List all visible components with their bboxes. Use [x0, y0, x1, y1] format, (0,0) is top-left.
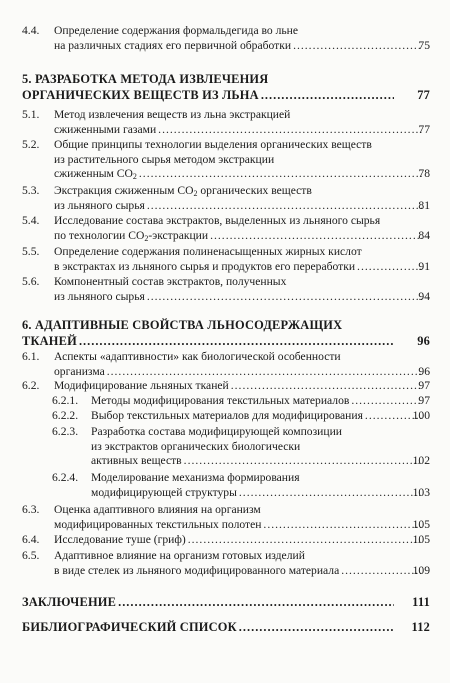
subscript: 2: [193, 189, 198, 198]
dot-leader: [261, 88, 394, 104]
entry-number: 5.2.: [22, 138, 40, 151]
entry-title-line: сжиженным СО: [54, 167, 133, 181]
entry-number: 5.1.: [22, 108, 40, 121]
dot-leader: [341, 564, 422, 579]
entry-title-line: -экстракции: [148, 228, 209, 242]
entry-page: 94: [418, 289, 430, 303]
entry-page: 109: [412, 563, 430, 577]
dot-leader: [351, 394, 422, 409]
entry-title-line: Разработка состава модифицирующей композиции: [91, 425, 342, 438]
entry-number: 6.5.: [22, 549, 40, 562]
entry-page: 91: [418, 259, 430, 273]
entry-title-line: Исследование туше (гриф): [54, 533, 186, 546]
entry-title-line: Аспекты «адаптивности» как биологической особенности: [54, 350, 341, 363]
subscript: 2: [144, 233, 149, 243]
entry-page: 105: [412, 517, 430, 531]
entry-page: 97: [418, 379, 430, 392]
entry-number: 6.4.: [22, 533, 40, 546]
dot-leader: [263, 518, 422, 533]
section-page: 96: [417, 333, 430, 348]
entry-number: 5.4.: [22, 214, 40, 227]
entry-title-line: Метод извлечения веществ из льна экстракцией: [54, 108, 291, 121]
entry-title-line: модифицирующей структуры: [91, 485, 237, 499]
entry-title-line: на различных стадиях его первичной обработки: [54, 38, 292, 52]
dot-leader: [357, 260, 422, 275]
dot-leader: [188, 533, 422, 548]
entry-page: 77: [418, 122, 430, 136]
entry-title-line: Компонентный состав экстрактов, полученных: [54, 275, 287, 288]
entry-title-line: Экстракция сжиженным СО: [54, 184, 194, 197]
entry-page: 81: [418, 198, 430, 212]
dot-leader: [139, 167, 422, 182]
dot-leader: [158, 123, 422, 138]
entry-title-line: Адаптивное влияние на организм готовых изделий: [54, 549, 305, 562]
entry-title-line: активных веществ: [91, 454, 182, 468]
entry-page: 75: [418, 38, 430, 52]
entry-page: 105: [412, 533, 430, 546]
entry-title-line: из экстрактов органических биологически: [91, 439, 301, 453]
section-page: 111: [412, 595, 430, 609]
dot-leader: [210, 229, 422, 244]
entry-title-line: Модифицирование льняных тканей: [54, 379, 229, 392]
entry-title-line: модифицированных текстильных полотен: [54, 517, 262, 531]
entry-page: 78: [418, 167, 430, 181]
entry-title-line: органических веществ: [197, 184, 312, 197]
entry-number: 6.2.: [22, 379, 40, 392]
dot-leader: [79, 334, 394, 350]
entry-title-line: организма: [54, 364, 105, 378]
entry-number: 6.2.4.: [52, 471, 79, 484]
dot-leader: [107, 365, 422, 380]
entry-page: 84: [418, 228, 430, 242]
dot-leader: [147, 290, 422, 305]
entry-number: 6.2.3.: [52, 425, 79, 438]
entry-page: 97: [418, 394, 430, 407]
entry-title-line: Оценка адаптивного влияния на организм: [54, 503, 261, 516]
entry-title-line: Методы модифицирования текстильных материалов: [91, 394, 350, 407]
entry-page: 102: [412, 454, 430, 468]
section-title-line: ОРГАНИЧЕСКИХ ВЕЩЕСТВ ИЗ ЛЬНА: [22, 87, 259, 102]
entry-title-line: из льняного сырья: [54, 198, 145, 212]
entry-number: 6.2.1.: [52, 394, 79, 407]
entry-title-line: Общие принципы технологии выделения органических веществ: [54, 138, 372, 151]
entry-title-line: Выбор текстильных материалов для модифицирования: [91, 409, 363, 422]
entry-title-line: в виде стелек из льняного модифицированного материала: [54, 563, 340, 577]
entry-number: 6.3.: [22, 503, 40, 516]
section-title-line: БИБЛИОГРАФИЧЕСКИЙ СПИСОК: [22, 620, 237, 634]
entry-number: 5.5.: [22, 245, 40, 258]
entry-title-line: из растительного сырья методом экстракции: [54, 152, 275, 166]
entry-title-line: Моделирование механизма формирования: [91, 471, 300, 484]
entry-title-line: по технологии СО: [54, 228, 145, 242]
subscript: 2: [132, 172, 137, 182]
entry-number: 5.3.: [22, 184, 40, 197]
section-title-line: 5. РАЗРАБОТКА МЕТОДА ИЗВЛЕЧЕНИЯ: [22, 72, 269, 86]
entry-number: 6.1.: [22, 350, 40, 363]
entry-title-line: Исследование состава экстрактов, выделенных из льняного сырья: [54, 214, 381, 227]
entry-page: 96: [418, 364, 430, 378]
dot-leader: [118, 595, 394, 611]
entry-page: 103: [412, 485, 430, 499]
entry-title-line: Определение содержания полиненасыщенных жирных кислот: [54, 245, 362, 258]
section-page: 112: [411, 620, 430, 634]
entry-number: 6.2.2.: [52, 409, 79, 422]
dot-leader: [239, 486, 422, 501]
entry-title-line: сжиженными газами: [54, 122, 157, 136]
entry-page: 100: [412, 409, 430, 422]
entry-title-line: в экстрактах из льняного сырья и продуктов его переработки: [54, 259, 356, 273]
dot-leader: [184, 454, 422, 469]
section-title-line: ЗАКЛЮЧЕНИЕ: [22, 595, 117, 609]
dot-leader: [147, 199, 422, 214]
dot-leader: [239, 620, 394, 636]
entry-title-line: из льняного сырья: [54, 289, 145, 303]
section-page: 77: [417, 87, 430, 102]
section-title-line: ТКАНЕЙ: [22, 333, 77, 348]
dot-leader: [293, 39, 422, 54]
entry-number: 5.6.: [22, 275, 40, 288]
dot-leader: [231, 379, 422, 394]
entry-number: 4.4.: [22, 24, 40, 37]
entry-title-line: Определение содержания формальдегида во льне: [54, 24, 299, 37]
section-title-line: 6. АДАПТИВНЫЕ СВОЙСТВА ЛЬНОСОДЕРЖАЩИХ: [22, 318, 343, 332]
